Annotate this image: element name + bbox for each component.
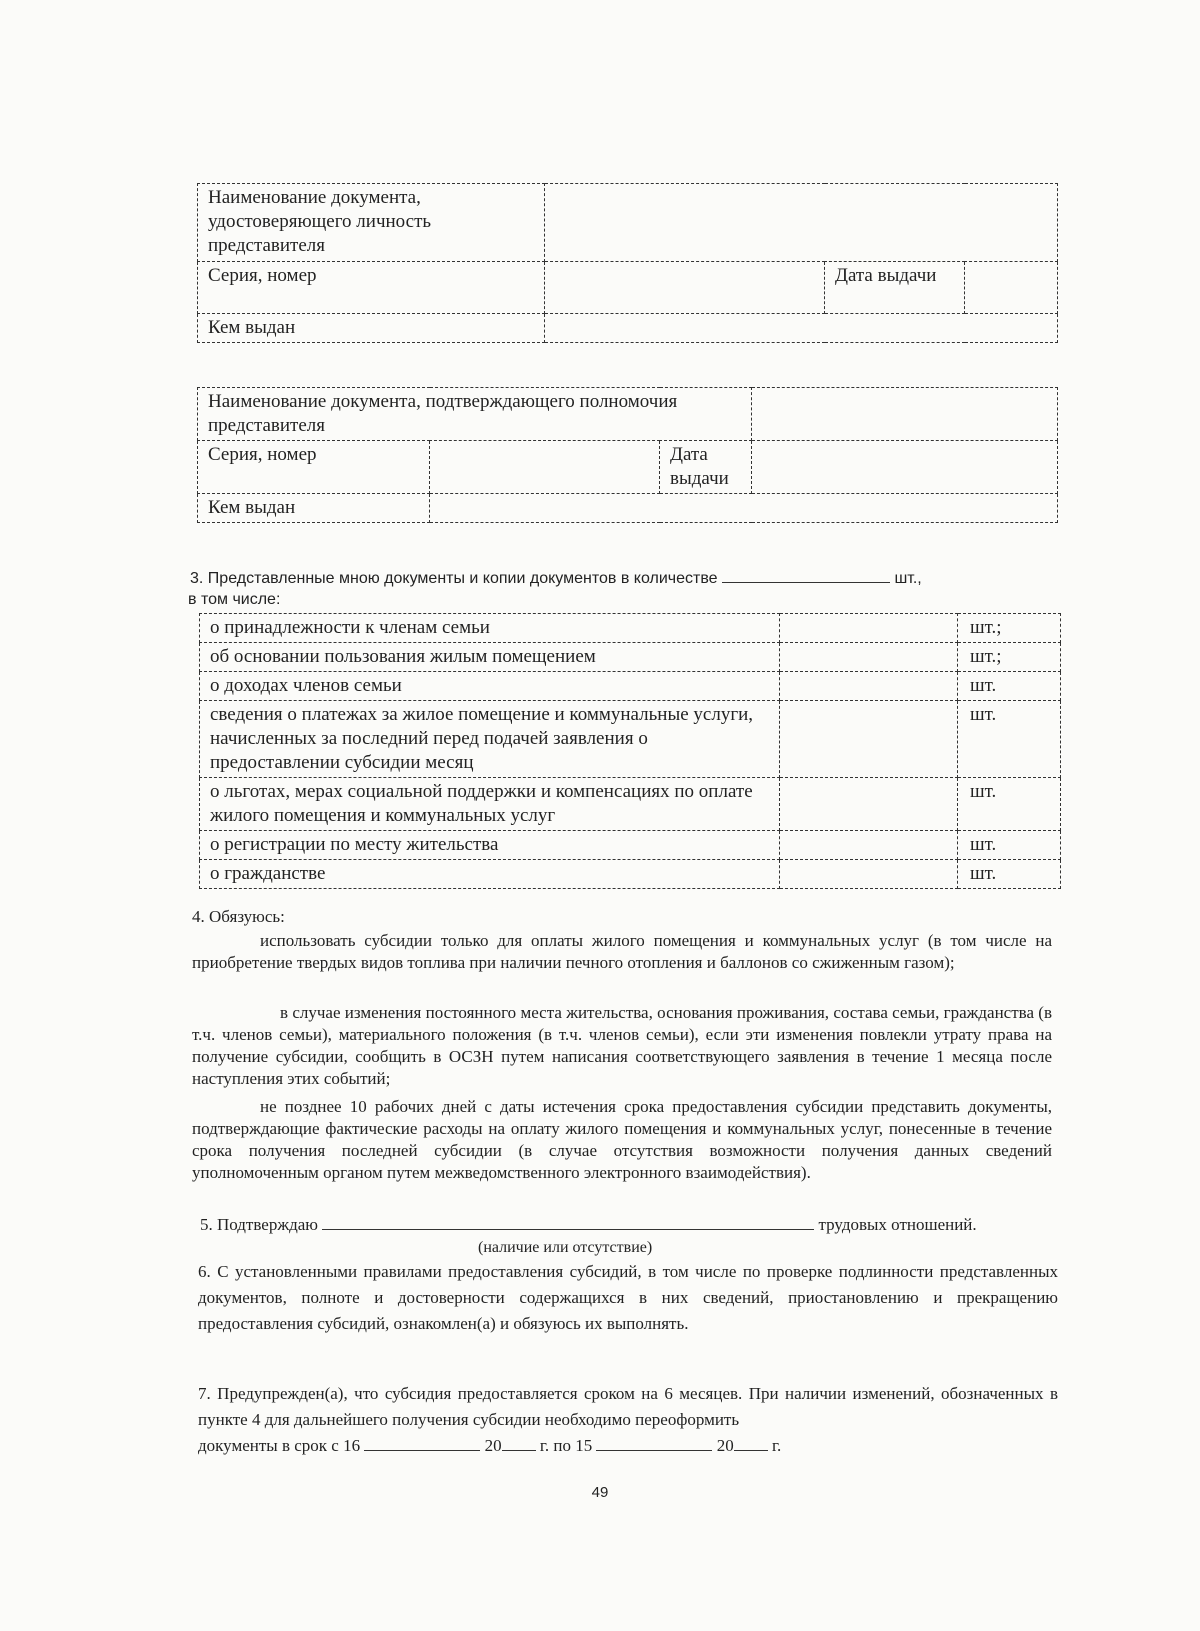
- table-row-unit: шт.;: [958, 643, 1061, 672]
- section3-unit: шт.,: [894, 570, 922, 587]
- table-row-count-field[interactable]: [780, 831, 958, 860]
- table-row-count-field[interactable]: [780, 701, 958, 778]
- table-row-label: о доходах членов семьи: [200, 672, 780, 701]
- authority-series-label: Серия, номер: [198, 441, 430, 494]
- section4-title: 4. Обязуюсь:: [192, 907, 285, 926]
- start-date-field[interactable]: [364, 1434, 480, 1451]
- end-year-field[interactable]: [734, 1434, 768, 1451]
- table-row-label: сведения о платежах за жилое помещение и коммунальные услуги, начисленных за последний перед подачей заявления о предоставлении субсидии месяц: [200, 701, 780, 778]
- section7-year2: 20: [716, 1436, 734, 1455]
- section6-paragraph: 6. С установленными правилами предоставления субсидий, в том числе по проверке подлинности представленных документов, полноте и достоверности содержащихся в них сведений, приостановлению и прекращению предоставления субсидий, ознакомлен(а) и обязуюсь их выполнять.: [198, 1262, 1058, 1333]
- identity-date-label: Дата выдачи: [825, 262, 965, 314]
- identity-doc-name-label: Наименование документа, удостоверяющего личность представителя: [198, 184, 545, 262]
- section7-paragraph: 7. Предупрежден(а), что субсидия предоставляется сроком на 6 месяцев. При наличии изменений, обозначенных в пункте 4 для дальнейшего получения субсидии необходимо переоформить: [198, 1384, 1058, 1429]
- table-row-label: о гражданстве: [200, 860, 780, 889]
- identity-issued-by-label: Кем выдан: [198, 314, 545, 343]
- section7-line-prefix: документы в срок с 16: [198, 1436, 361, 1455]
- table-row-unit: шт.: [958, 672, 1061, 701]
- page-number: 49: [591, 1484, 609, 1501]
- authority-doc-name-field[interactable]: [752, 388, 1058, 441]
- section7-mid: г. по 15: [539, 1436, 593, 1455]
- section3-intro-line: [190, 566, 1070, 590]
- identity-date-field[interactable]: [965, 262, 1058, 314]
- identity-document-table: [197, 183, 1058, 343]
- section5-prefix: 5. Подтверждаю: [200, 1215, 318, 1234]
- section4-paragraph-3: не позднее 10 рабочих дней с даты истечения срока предоставления субсидии представить документы, подтверждающие фактические расходы на оплату жилого помещения и коммунальных услуг, понесенные в течение срока получения последней субсидии (в случае отсутствия возможности получения данных сведений уполномоченным органом путем межведомственного электронного взаимодействия).: [192, 1097, 1052, 1182]
- identity-series-field[interactable]: [545, 262, 825, 314]
- table-row-unit: шт.: [958, 778, 1061, 831]
- authority-doc-name-label: Наименование документа, подтверждающего полномочия представителя: [198, 388, 752, 441]
- table-row-count-field[interactable]: [780, 778, 958, 831]
- section7-date-line: [198, 1434, 1058, 1457]
- documents-count-field[interactable]: [722, 566, 890, 583]
- section7-end: г.: [771, 1436, 782, 1455]
- section5-hint: (наличие или отсутствие): [478, 1239, 653, 1256]
- table-row-label: о принадлежности к членам семьи: [200, 614, 780, 643]
- section4-paragraph-2: в случае изменения постоянного места жительства, основания проживания, состава семьи, гражданства (в т.ч. членов семьи), материального положения (в т.ч. членов семьи), если эти изменения повлекли утрату права на получение субсидии, сообщить в ОСЗН путем написания соответствующего заявления в течение 1 месяца после наступления этих событий;: [192, 1003, 1052, 1088]
- end-date-field[interactable]: [596, 1434, 712, 1451]
- authority-issued-by-field[interactable]: [430, 494, 1058, 523]
- table-row-label: об основании пользования жилым помещением: [200, 643, 780, 672]
- labor-relations-field[interactable]: [322, 1213, 814, 1230]
- table-row-count-field[interactable]: [780, 614, 958, 643]
- section3-intro: 3. Представленные мною документы и копии документов в количестве: [190, 570, 718, 587]
- table-row-count-field[interactable]: [780, 860, 958, 889]
- table-row-unit: шт.: [958, 701, 1061, 778]
- start-year-field[interactable]: [502, 1434, 536, 1451]
- table-row-label: о регистрации по месту жительства: [200, 831, 780, 860]
- table-row-unit: шт.;: [958, 614, 1061, 643]
- table-row-unit: шт.: [958, 831, 1061, 860]
- table-row-count-field[interactable]: [780, 672, 958, 701]
- documents-list-table: [199, 613, 1061, 889]
- table-row-label: о льготах, мерах социальной поддержки и компенсациях по оплате жилого помещения и коммунальных услуг: [200, 778, 780, 831]
- authority-issued-by-label: Кем выдан: [198, 494, 430, 523]
- identity-series-label: Серия, номер: [198, 262, 545, 314]
- identity-issued-by-field[interactable]: [545, 314, 1058, 343]
- table-row-count-field[interactable]: [780, 643, 958, 672]
- identity-doc-name-field[interactable]: [545, 184, 1058, 262]
- authority-series-field[interactable]: [430, 441, 660, 494]
- authority-document-table: [197, 387, 1058, 523]
- authority-date-label: Дата выдачи: [660, 441, 752, 494]
- section4-paragraph-1: использовать субсидии только для оплаты жилого помещения и коммунальных услуг (в том числе на приобретение твердых видов топлива при наличии печного отопления и баллонов со сжиженным газом);: [192, 931, 1052, 972]
- section7-year1: 20: [484, 1436, 502, 1455]
- authority-date-field[interactable]: [752, 441, 1058, 494]
- table-row-unit: шт.: [958, 860, 1061, 889]
- section5-suffix: трудовых отношений.: [818, 1215, 977, 1234]
- section3-subintro: в том числе:: [188, 591, 281, 608]
- section5-line: [200, 1213, 1060, 1236]
